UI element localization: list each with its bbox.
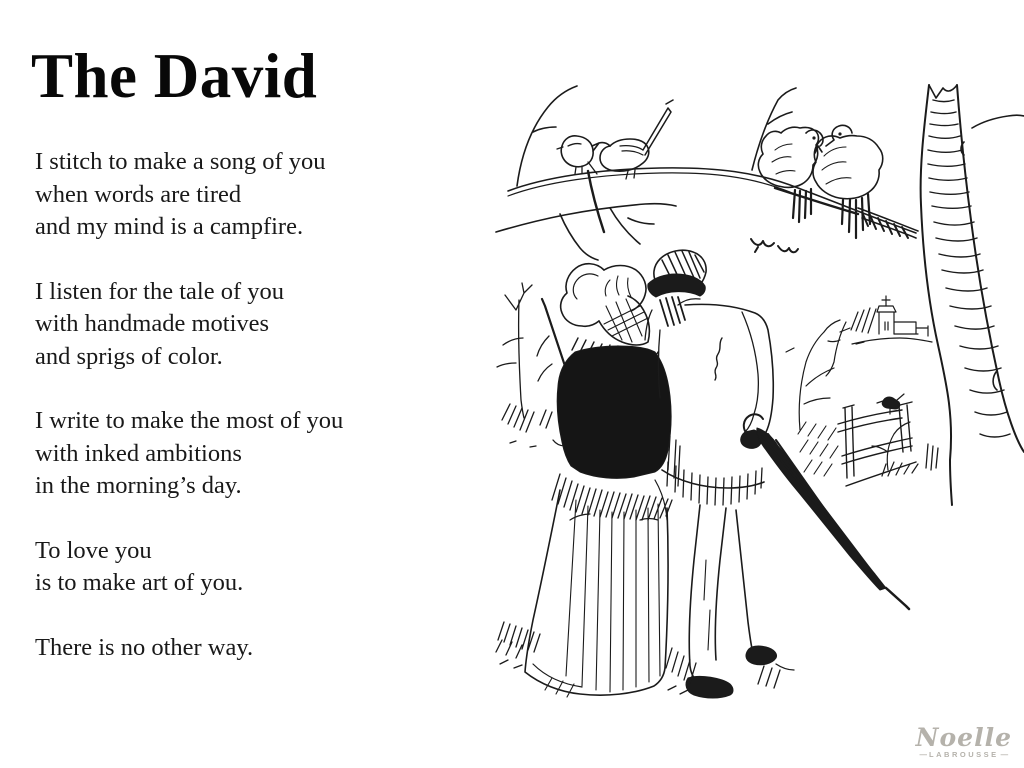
- poem-line: and sprigs of color.: [35, 342, 223, 370]
- artist-signature: [915, 723, 1012, 760]
- poem-line: I stitch to make a song of you: [35, 148, 326, 175]
- signature-surname-text: LABROUSSE: [929, 750, 999, 759]
- poem-line: is to make art of you.: [35, 569, 244, 596]
- poem-stanza-2: [35, 276, 475, 374]
- poem-stanza-4: [35, 535, 475, 600]
- man-bowler-hat: [648, 250, 706, 297]
- poem-stanza-5: [35, 632, 475, 665]
- woman-figure: [525, 264, 680, 695]
- man-figure: [645, 250, 777, 698]
- poem-line: There is no other way.: [35, 633, 254, 661]
- victorian-couple-ink-sketch: [480, 80, 1024, 728]
- signature-name: Noelle: [915, 723, 1012, 752]
- poem-line: I write to make the most of you: [35, 407, 344, 434]
- flying-birds-icon: [751, 239, 798, 252]
- poem-line: with inked ambitions: [35, 439, 242, 467]
- man-neck-hatch: [660, 297, 685, 326]
- signature-dash-left: —: [919, 750, 928, 759]
- furled-umbrella-icon: [744, 414, 909, 609]
- signature-surname: [916, 750, 1012, 760]
- poem-stanza-3: [35, 405, 475, 503]
- lovebirds-icon: [758, 125, 882, 238]
- poem-line: when words are tired: [35, 180, 242, 208]
- poem-line: To love you: [35, 536, 152, 564]
- man-shoe-right: [746, 646, 777, 665]
- woman-skirt: [525, 480, 668, 695]
- tree-branches: [496, 86, 918, 260]
- poem-line: in the morning’s day.: [35, 472, 242, 499]
- background-bushes: [786, 320, 910, 470]
- fence: [798, 402, 918, 486]
- poem: [35, 146, 475, 696]
- page-title: The David: [31, 41, 318, 111]
- songbird-left-icon: [557, 136, 597, 174]
- poem-line: I listen for the tale of you: [35, 277, 285, 305]
- left-sapling: [497, 283, 565, 447]
- songbird-right-icon: [592, 100, 673, 179]
- poem-line: with handmade motives: [35, 310, 270, 337]
- poem-stanza-1: [35, 146, 475, 244]
- church-icon: [826, 296, 932, 376]
- tree-trunk: [921, 85, 1024, 505]
- man-shoe-left: [686, 676, 733, 698]
- signature-dash-right: —: [1000, 750, 1009, 759]
- poem-line: and my mind is a campfire.: [35, 213, 304, 240]
- woman-fur-cape: [557, 346, 671, 478]
- woman-feathered-hat: [561, 264, 650, 345]
